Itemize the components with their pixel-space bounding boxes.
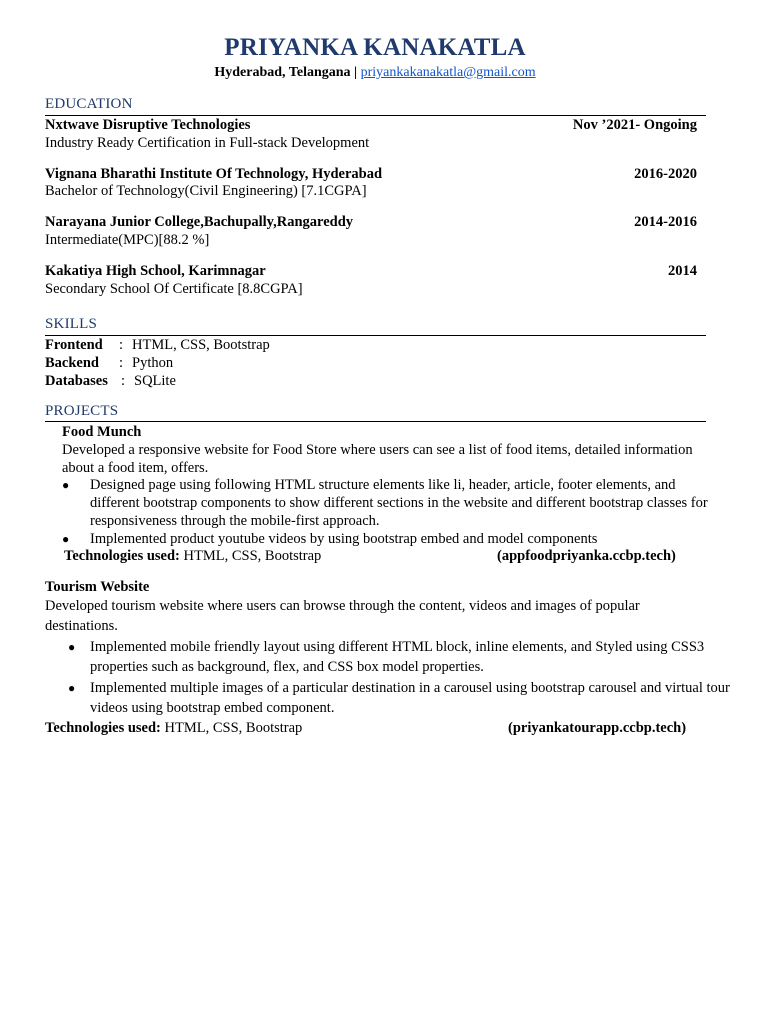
skill-separator: : <box>121 373 126 389</box>
education-detail: Industry Ready Certification in Full-stack Development <box>45 135 370 151</box>
project-description: Developed tourism website where users can browse through the content, videos and images of popular destinations. <box>45 598 640 634</box>
skills-section-title: SKILLS <box>45 316 98 332</box>
location-text: Hyderabad, Telangana | <box>214 65 358 80</box>
education-dates: 2014 <box>668 263 697 279</box>
projects-divider <box>45 421 706 422</box>
education-school: Kakatiya High School, Karimnagar <box>45 263 266 279</box>
education-section-title: EDUCATION <box>45 96 133 112</box>
education-dates: Nov ’2021- Ongoing <box>572 117 697 133</box>
project-bullet: Implemented multiple images of a particular destination in a carousel using bootstrap carousel and virtual tour videos using bootstrap embed component. <box>90 680 730 716</box>
education-school: Vignana Bharathi Institute Of Technology, Hyderabad <box>45 166 383 182</box>
tech-value: HTML, CSS, Bootstrap <box>164 720 303 736</box>
education-school: Narayana Junior College,Bachupally,Rangareddy <box>45 214 354 230</box>
skill-separator: : <box>119 355 124 371</box>
skill-label: Frontend <box>45 337 103 353</box>
project-bullet: Implemented product youtube videos by using bootstrap embed and model components <box>90 531 598 547</box>
candidate-name: PRIYANKA KANAKATLA <box>224 34 526 61</box>
email-link[interactable]: priyankakanakatla@gmail.com <box>360 65 536 80</box>
skill-value: SQLite <box>134 373 176 389</box>
education-dates: 2016-2020 <box>634 166 697 182</box>
tech-label: Technologies used: <box>45 720 161 736</box>
project-link[interactable]: (priyankatourapp.ccbp.tech) <box>508 720 687 736</box>
bullet-icon: ● <box>68 640 76 654</box>
skill-value: Python <box>132 355 174 371</box>
tech-value: HTML, CSS, Bootstrap <box>183 548 322 564</box>
project-bullet: Designed page using following HTML structure elements like li, header, article, footer elements, and different bootstrap components to show different sections in the website and different bootstrap classes for responsiveness through the mobile-first approach. <box>90 477 708 529</box>
skill-label: Backend <box>45 355 99 371</box>
education-detail: Bachelor of Technology(Civil Engineering) [7.1CGPA] <box>45 183 367 199</box>
contact-line <box>0 65 750 81</box>
education-detail: Intermediate(MPC)[88.2 %] <box>45 232 210 248</box>
bullet-icon: ● <box>62 478 70 492</box>
project-link[interactable]: (appfoodpriyanka.ccbp.tech) <box>497 548 676 564</box>
education-detail: Secondary School Of Certificate [8.8CGPA] <box>45 281 303 297</box>
projects-section-title: PROJECTS <box>45 403 119 419</box>
project-bullet: Implemented mobile friendly layout using different HTML block, inline elements, and Styled using CSS3 properties such as background, flex, and CSS box model properties. <box>90 639 705 675</box>
education-dates: 2014-2016 <box>634 214 697 230</box>
project-name: Tourism Website <box>45 579 150 595</box>
skill-value: HTML, CSS, Bootstrap <box>132 337 270 353</box>
skill-label: Databases <box>45 373 108 389</box>
project-description: Developed a responsive website for Food Store where users can see a list of food items, detailed information about a food item, offers. <box>62 442 693 476</box>
bullet-icon: ● <box>62 532 70 546</box>
project-tech-line <box>64 547 321 565</box>
project-name: Food Munch <box>62 424 142 440</box>
tech-label: Technologies used: <box>64 548 180 564</box>
skill-separator: : <box>119 337 124 353</box>
education-school: Nxtwave Disruptive Technologies <box>45 117 251 133</box>
project-tech-line <box>45 719 302 737</box>
bullet-icon: ● <box>68 681 76 695</box>
